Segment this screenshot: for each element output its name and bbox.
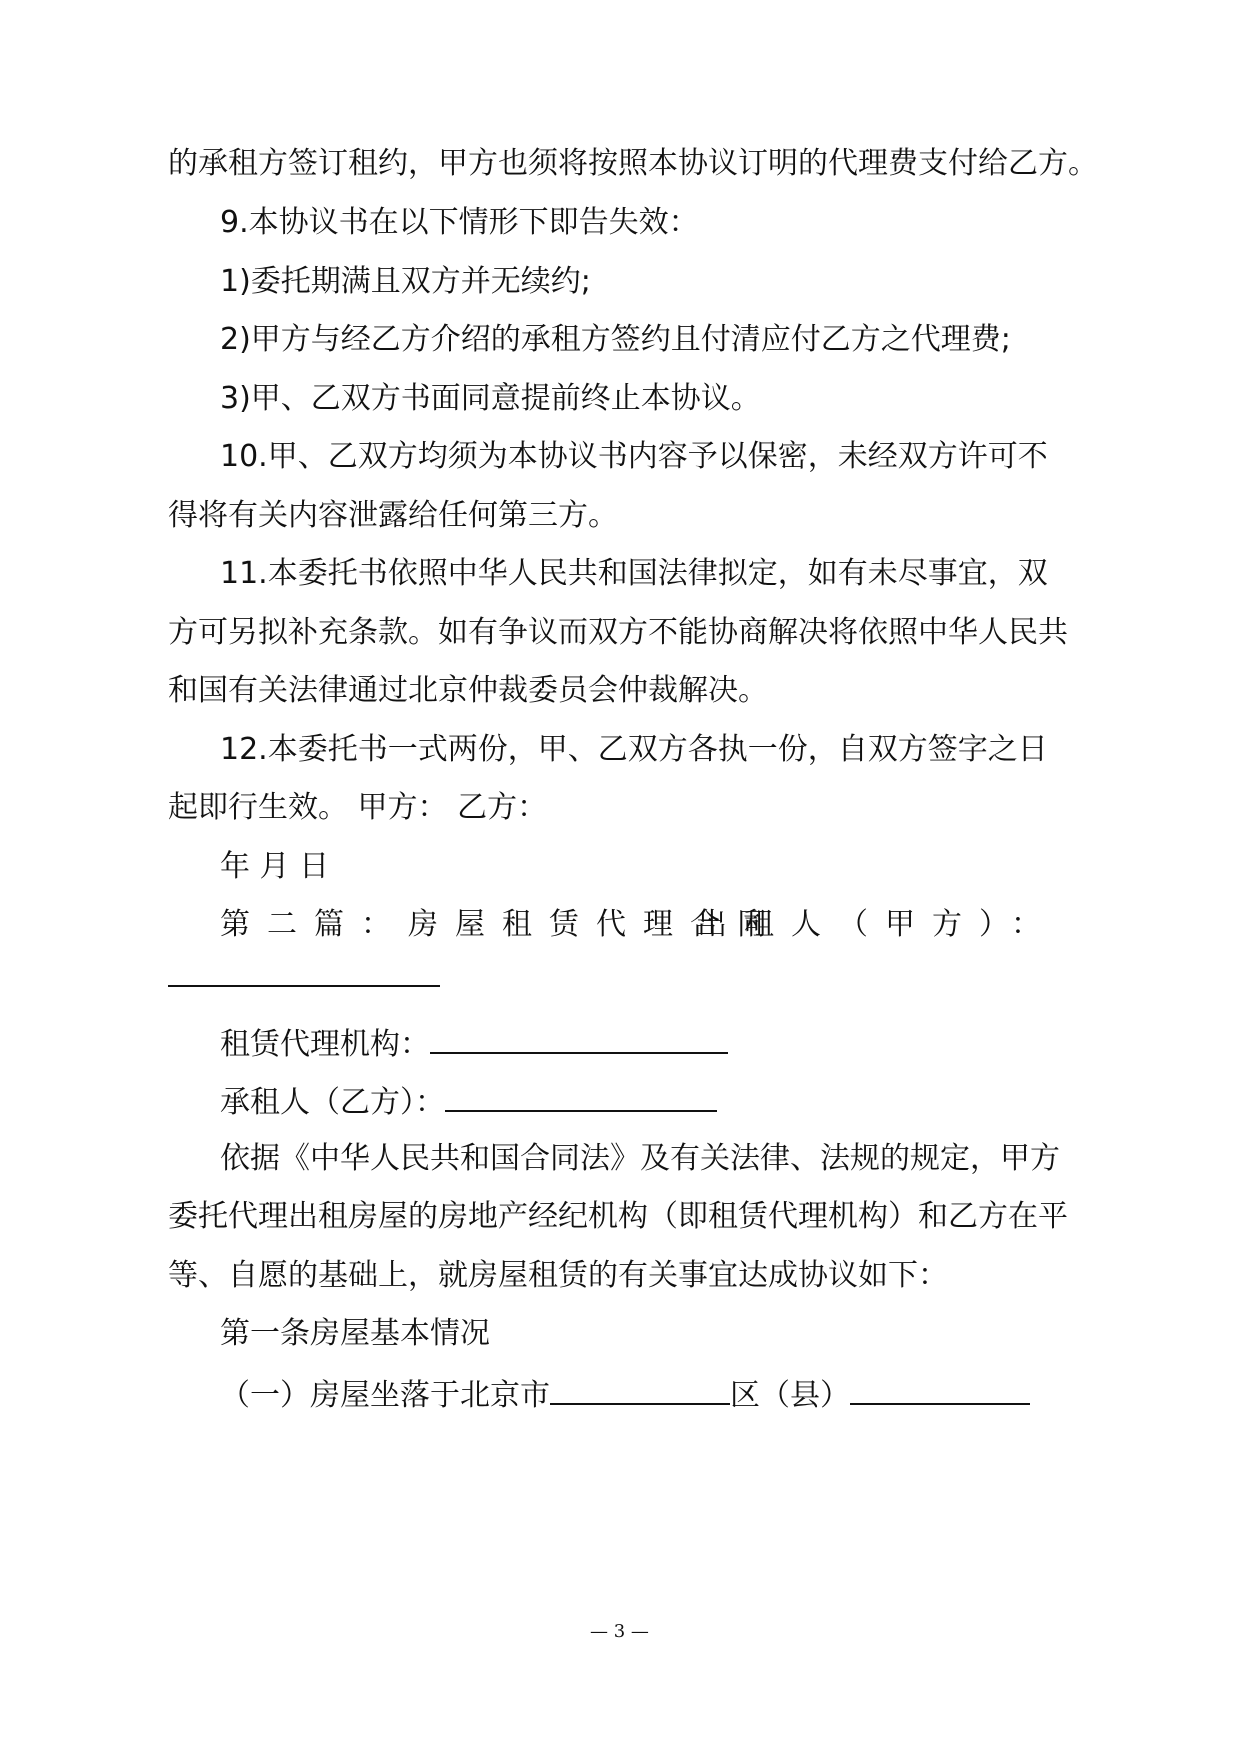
lessor-blank xyxy=(168,955,440,987)
intro-line-2: 委托代理出租房屋的房地产经纪机构（即租赁代理机构）和乙方在平 xyxy=(168,1199,1068,1234)
city-blank xyxy=(550,1373,730,1405)
location-line xyxy=(220,1373,1030,1413)
location-prefix: （一）房屋坐落于北京市 xyxy=(220,1378,550,1413)
lessor-label: 出租人（甲方）： xyxy=(697,907,1058,942)
agency-line xyxy=(220,1022,728,1062)
page-number: — 3 — xyxy=(590,1621,649,1642)
clause-11-line-3: 和国有关法律通过北京仲裁委员会仲裁解决。 xyxy=(168,673,768,708)
lessor-blank-line xyxy=(168,955,440,995)
signature-line: 起即行生效。 甲方： 乙方： xyxy=(168,790,548,825)
intro-line-3: 等、自愿的基础上，就房屋租赁的有关事宜达成协议如下： xyxy=(168,1258,948,1293)
article-one-title: 第一条房屋基本情况 xyxy=(220,1316,490,1351)
clause-11-line-2: 方可另拟补充条款。如有争议而双方不能协商解决将依照中华人民共 xyxy=(168,615,1068,650)
clause-9: 9.本协议书在以下情形下即告失效： xyxy=(220,205,699,240)
clause-9-item-1: 1)委托期满且双方并无续约; xyxy=(220,264,591,299)
clause-9-item-2: 2)甲方与经乙方介绍的承租方签约且付清应付乙方之代理费; xyxy=(220,322,1011,357)
clause-12-line-1: 12.本委托书一式两份，甲、乙双方各执一份，自双方签字之日 xyxy=(220,732,1048,767)
part-two-heading: 第二篇：房屋租赁代理合同 xyxy=(220,907,784,942)
date-line: 年 月 日 xyxy=(220,849,330,884)
district-blank xyxy=(850,1373,1030,1405)
district-label: 区（县） xyxy=(730,1378,850,1413)
clause-10-line-2: 得将有关内容泄露给任何第三方。 xyxy=(168,498,618,533)
intro-line-1: 依据《中华人民共和国合同法》及有关法律、法规的规定，甲方 xyxy=(220,1141,1060,1176)
clause-11-line-1: 11.本委托书依照中华人民共和国法律拟定，如有未尽事宜，双 xyxy=(220,556,1048,591)
lessee-blank xyxy=(445,1080,717,1112)
lessee-label: 承租人（乙方）： xyxy=(220,1085,445,1120)
lessee-line xyxy=(220,1080,717,1120)
agency-blank xyxy=(430,1022,728,1054)
clause-10-line-1: 10.甲、乙双方均须为本协议书内容予以保密，未经双方许可不 xyxy=(220,439,1048,474)
agency-label: 租赁代理机构： xyxy=(220,1027,430,1062)
clause-9-item-3: 3)甲、乙双方书面同意提前终止本协议。 xyxy=(220,381,761,416)
text-line-1: 的承租方签订租约，甲方也须将按照本协议订明的代理费支付给乙方。 xyxy=(168,146,1098,181)
